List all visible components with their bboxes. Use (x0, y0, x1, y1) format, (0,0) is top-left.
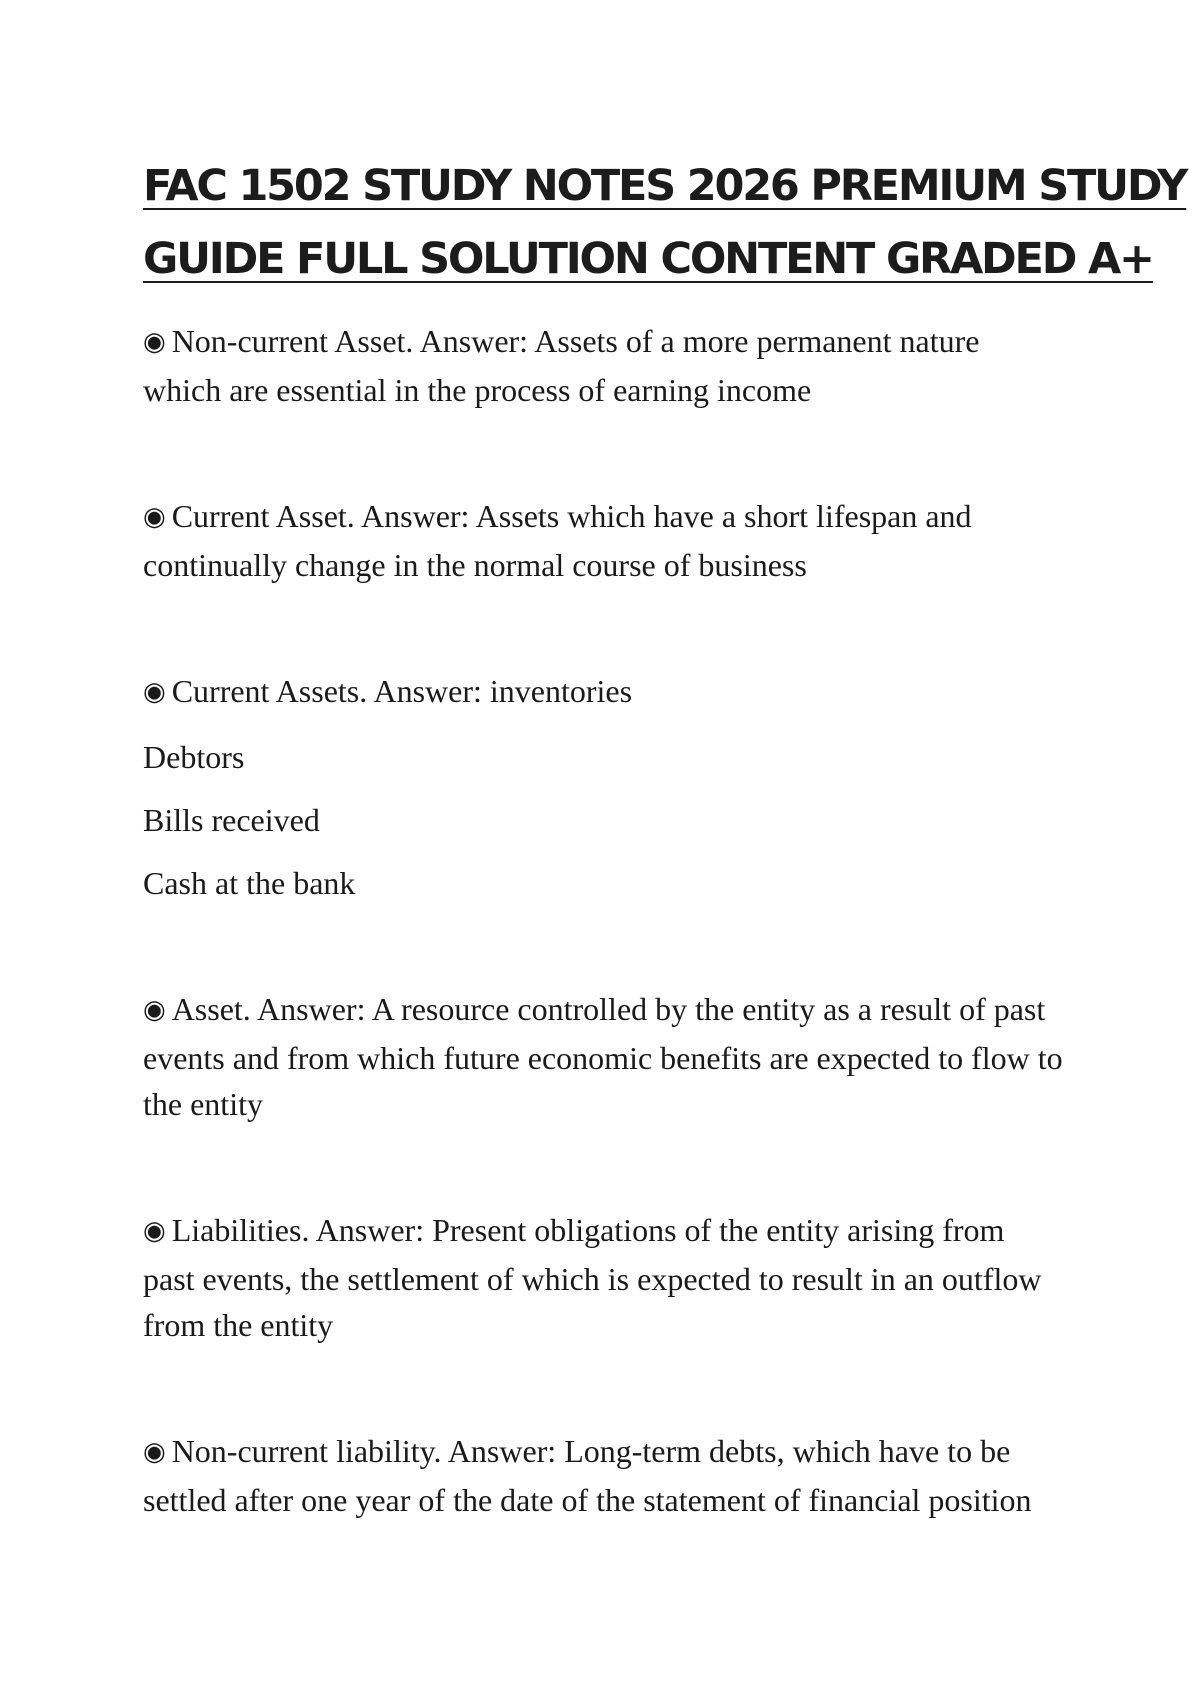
note-text: Liabilities. Answer: Present obligations of the entity arising from past events, the settlement of which is expected to result in an outflow from the entity (143, 1212, 1042, 1343)
radio-bullet-icon: ◉ (143, 1216, 166, 1246)
note-entry (143, 493, 1063, 588)
document-title (143, 150, 1187, 296)
notes-list (143, 318, 1063, 1523)
note-entry (143, 1207, 1063, 1348)
note-entry (143, 668, 1063, 906)
note-sub-item: Bills received (143, 802, 320, 838)
note-text: Asset. Answer: A resource controlled by the entity as a result of past events and from which future economic benefits are expected to flow to the entity (143, 991, 1063, 1122)
note-text: Non-current Asset. Answer: Assets of a more permanent nature which are essential in the process of earning income (143, 323, 980, 408)
note-text: Non-current liability. Answer: Long-term debts, which have to be settled after one year of the date of the statement of financial position (143, 1433, 1032, 1518)
document-page (143, 150, 1187, 1523)
note-text: Current Asset. Answer: Assets which have a short lifespan and continually change in the normal course of business (143, 498, 972, 583)
note-entry (143, 1428, 1063, 1523)
radio-bullet-icon: ◉ (143, 1437, 166, 1467)
note-entry (143, 318, 1063, 413)
document-title-line-1: FAC 1502 STUDY NOTES 2026 PREMIUM STUDY (143, 161, 1187, 211)
note-sub-item: Cash at the bank (143, 865, 356, 901)
radio-bullet-icon: ◉ (143, 327, 166, 357)
note-sub-item: Debtors (143, 739, 245, 775)
radio-bullet-icon: ◉ (143, 677, 166, 707)
document-title-line-2: GUIDE FULL SOLUTION CONTENT GRADED A+ (143, 234, 1153, 284)
note-text: Current Assets. Answer: inventories (171, 673, 633, 709)
radio-bullet-icon: ◉ (143, 995, 166, 1025)
note-entry (143, 986, 1063, 1127)
radio-bullet-icon: ◉ (143, 502, 166, 532)
